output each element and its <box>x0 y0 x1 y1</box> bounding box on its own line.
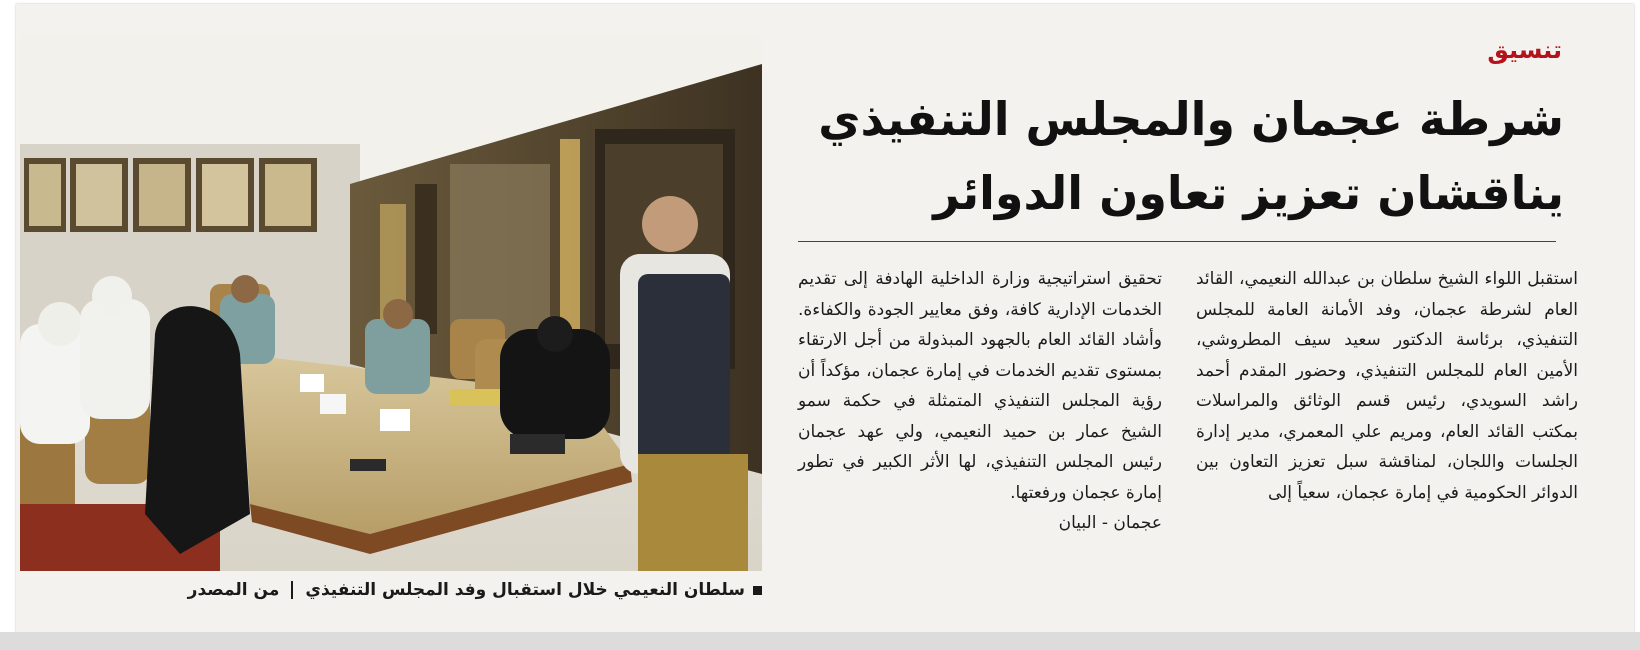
headline <box>804 82 1564 230</box>
caption-text: سلطان النعيمي خلال استقبال وفد المجلس التنفيذي <box>305 580 745 600</box>
photo-credit: من المصدر <box>187 580 280 600</box>
section-kicker: تنسيق <box>1487 36 1562 64</box>
caption-divider <box>291 581 293 599</box>
meeting-room-illustration <box>20 34 762 571</box>
body-paragraph-1: استقبل اللواء الشيخ سلطان بن عبدالله النعيمي، القائد العام لشرطة عجمان، وفد الأمانة العامة للمجلس التنفيذي، برئاسة الدكتور سعيد سيف المطروشي، الأمين العام للمجلس التنفيذي، وحضور المقدم أحمد راشد السويدي، رئيس قسم الوثائق والمراسلات بمكتب القائد العام، ومريم علي المعمري، مدير إدارة الجلسات واللجان، لمناقشة سبل تعزيز التعاون بين الدوائر الحكومية في إمارة عجمان، سعياً إلى <box>1196 269 1578 503</box>
article-column-right <box>1196 264 1578 508</box>
headline-line-1: شرطة عجمان والمجلس التنفيذي <box>818 92 1564 146</box>
article-photo <box>20 34 762 571</box>
byline: عجمان - البيان <box>1058 513 1162 533</box>
caption-bullet-icon <box>753 586 762 595</box>
scan-bottom-strip <box>0 632 1640 650</box>
body-paragraph-2: تحقيق استراتيجية وزارة الداخلية الهادفة إلى تقديم الخدمات الإدارية كافة، وفق معايير الجودة والكفاءة. وأشاد القائد العام بالجهود المبذولة من أجل الارتقاء بمستوى تقديم الخدمات في إمارة عجمان، مؤكداً أن رؤية المجلس التنفيذي المتمثلة في حكمة سمو الشيخ عمار بن حميد النعيمي، ولي عهد عجمان رئيس المجلس التنفيذي، لها الأثر الكبير في تطور إمارة عجمان ورفعتها. <box>798 269 1162 503</box>
headline-rule <box>798 241 1556 242</box>
photo-caption <box>20 575 762 605</box>
article-column-left <box>798 264 1162 539</box>
newspaper-clipping <box>16 4 1634 634</box>
headline-line-2: يناقشان تعزيز تعاون الدوائر <box>933 166 1564 220</box>
